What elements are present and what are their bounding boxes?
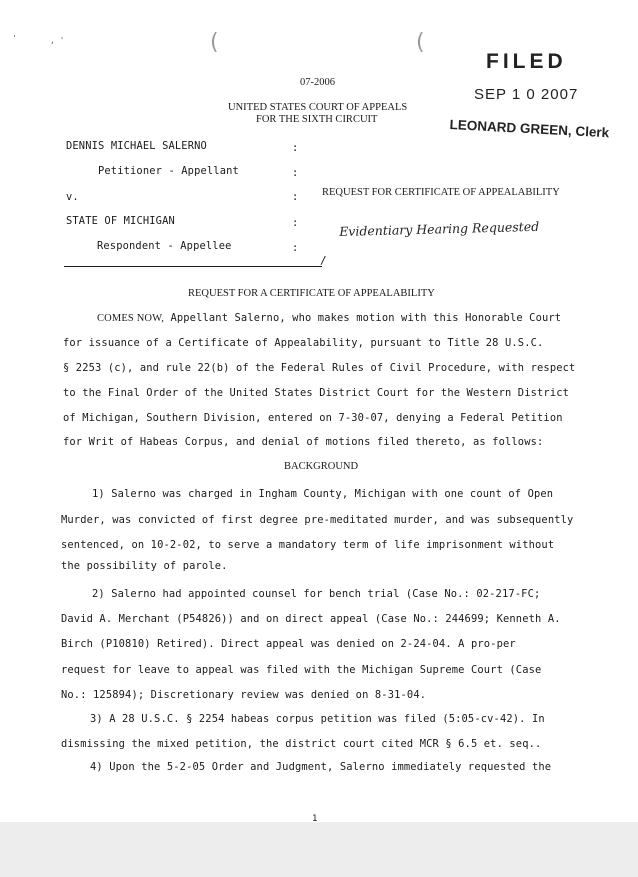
- intro-text: Appellant Salerno, who makes motion with this Honorable Court: [164, 312, 562, 324]
- caption-colon: :: [292, 242, 299, 254]
- request-title-side: REQUEST FOR CERTIFICATE OF APPEALABILITY: [322, 187, 560, 198]
- paragraph-2-line: David A. Merchant (P54826)) and on direct appeal (Case No.: 244699; Kenneth A.: [61, 613, 561, 625]
- versus: v.: [66, 191, 79, 203]
- paragraph-1-line: the possibility of parole.: [61, 560, 228, 572]
- caption-colon: :: [292, 167, 299, 179]
- paragraph-1-line: 1) Salerno was charged in Ingham County, Michigan with one count of Open: [92, 488, 554, 500]
- court-name-line2: FOR THE SIXTH CIRCUIT: [256, 114, 378, 125]
- paragraph-2-line: 2) Salerno had appointed counsel for bench trial (Case No.: 02-217-FC;: [92, 588, 541, 600]
- petitioner-role: Petitioner - Appellant: [98, 165, 239, 177]
- paragraph-2-line: No.: 125894); Discretionary review was denied on 8-31-04.: [61, 689, 427, 701]
- paragraph-1-line: Murder, was convicted of first degree pre-meditated murder, and was subsequently: [61, 514, 574, 526]
- caption-colon: :: [292, 191, 299, 203]
- scan-shadow: [0, 822, 638, 877]
- paragraph-3-line: dismissing the mixed petition, the district court cited MCR § 6.5 et. seq..: [61, 738, 542, 750]
- scan-mark: , ': [50, 36, 65, 45]
- paragraph-3-line: 3) A 28 U.S.C. § 2254 habeas corpus petition was filed (5:05-cv-42). In: [90, 713, 545, 725]
- respondent-role: Respondent - Appellee: [97, 240, 232, 252]
- caption-underline: [64, 266, 322, 267]
- comes-now: COMES NOW,: [97, 313, 165, 324]
- caption-slash: /: [320, 254, 327, 267]
- respondent-name: STATE OF MICHIGAN: [66, 215, 175, 227]
- caption-colon: :: [292, 217, 299, 229]
- background-heading: BACKGROUND: [284, 461, 359, 472]
- filed-stamp-title: FILED: [486, 50, 567, 73]
- hole-punch-mark: (: [210, 30, 219, 55]
- intro-line: to the Final Order of the United States District Court for the Western District: [63, 387, 570, 399]
- court-name-line1: UNITED STATES COURT OF APPEALS: [228, 102, 408, 113]
- intro-line: for Writ of Habeas Corpus, and denial of motions filed thereto, as follows:: [63, 436, 544, 448]
- caption-colon: :: [292, 142, 299, 154]
- paragraph-2-line: Birch (P10810) Retired). Direct appeal was denied on 2-24-04. A pro-per: [61, 638, 516, 650]
- intro-line: of Michigan, Southern Division, entered on 7-30-07, denying a Federal Petition: [63, 412, 563, 424]
- intro-line: § 2253 (c), and rule 22(b) of the Federal Rules of Civil Procedure, with respect: [63, 362, 576, 374]
- hole-punch-mark: (: [416, 30, 425, 55]
- filed-stamp-clerk: LEONARD GREEN, Clerk: [449, 117, 610, 141]
- handwritten-note: Evidentiary Hearing Requested: [339, 218, 540, 239]
- scan-mark: ': [12, 34, 17, 43]
- paragraph-4-line: 4) Upon the 5-2-05 Order and Judgment, Salerno immediately requested the: [90, 761, 552, 773]
- filed-stamp-date: SEP 1 0 2007: [474, 86, 579, 103]
- intro-line: for issuance of a Certificate of Appealability, pursuant to Title 28 U.S.C.: [63, 337, 544, 349]
- paragraph-2-line: request for leave to appeal was filed with the Michigan Supreme Court (Case: [61, 664, 542, 676]
- case-number: 07-2006: [300, 77, 335, 88]
- page-number: 1: [312, 814, 318, 824]
- document-heading: REQUEST FOR A CERTIFICATE OF APPEALABILITY: [188, 288, 435, 299]
- intro-line: [97, 312, 561, 324]
- petitioner-name: DENNIS MICHAEL SALERNO: [66, 140, 207, 152]
- paragraph-1-line: sentenced, on 10-2-02, to serve a mandatory term of life imprisonment without: [61, 539, 555, 551]
